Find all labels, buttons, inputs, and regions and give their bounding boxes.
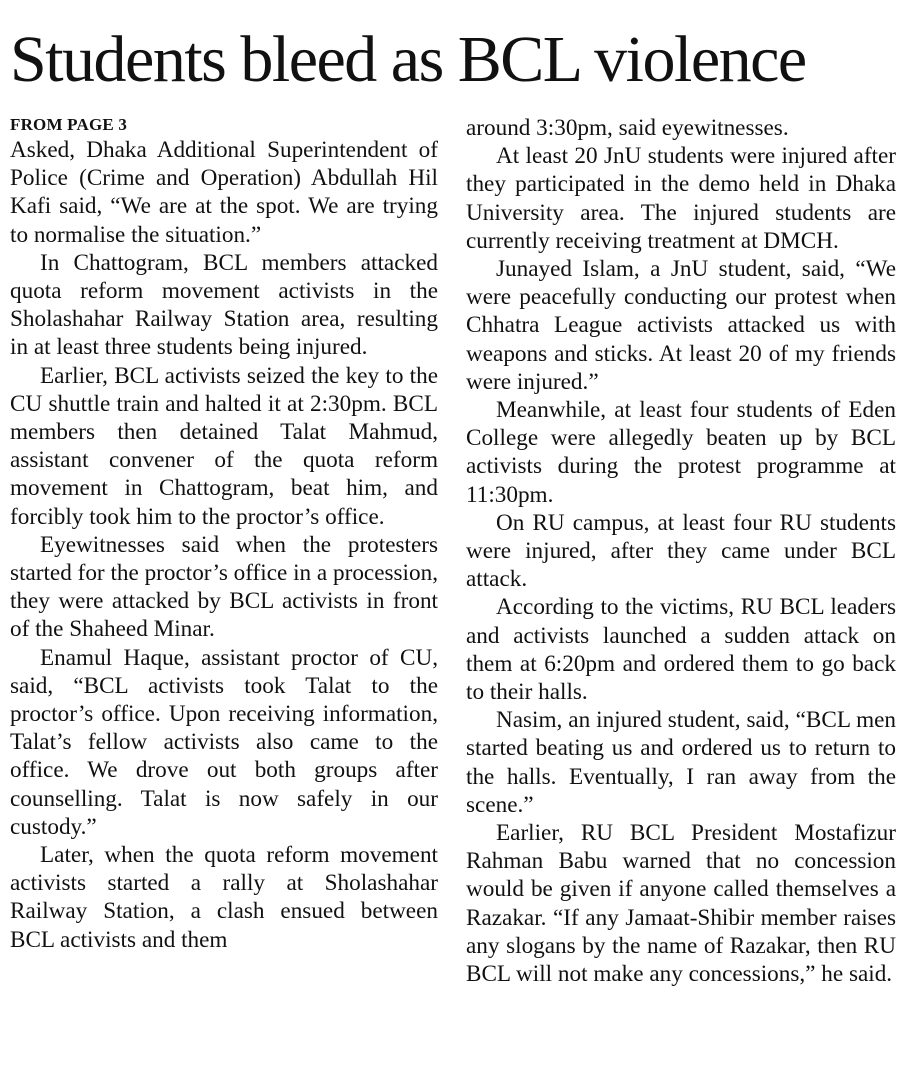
headline: Students bleed as BCL violence bbox=[10, 23, 806, 96]
paragraph: Eyewitnesses said when the protesters started for the proctor’s office in a procession, they were attacked by BCL activists in front of the Shaheed Minar. bbox=[10, 531, 438, 643]
paragraph: Junayed Islam, a JnU student, said, “We were peacefully conducting our protest when Chhatra League activists attacked us with weapons and sticks. At least 20 of my friends were injured.” bbox=[466, 256, 896, 395]
paragraph: According to the victims, RU BCL leaders and activists launched a sudden attack on them at 6:20pm and ordered them to go back to their halls. bbox=[466, 594, 896, 706]
paragraph: On RU campus, at least four RU students were injured, after they came under BCL attack. bbox=[466, 509, 896, 593]
paragraph: Enamul Haque, assistant proctor of CU, said, “BCL activists took Talat to the proctor’s office. Upon receiving information, Talat’s fellow activists also came to the office. We drove out both groups after counselling. Talat is now safely in our custody.” bbox=[10, 644, 438, 840]
paragraph: Later, when the quota reform movement activists started a rally at Sholashahar Railway Station, a clash ensued between BCL activists and them bbox=[10, 842, 438, 953]
paragraph: Nasim, an injured student, said, “BCL men started beating us and ordered us to return to the halls. Eventually, I ran away from the scene.” bbox=[466, 707, 896, 818]
paragraph: Earlier, BCL activists seized the key to the CU shuttle train and halted it at 2:30pm. BCL members then detained Talat Mahmud, assistant convener of the quota reform movement in Chattogram, beat him, and forcibly took him to the proctor’s office. bbox=[10, 362, 438, 530]
paragraph: Meanwhile, at least four students of Eden College were allegedly beaten up by BCL activists during the protest programme at 11:30pm. bbox=[466, 397, 896, 508]
paragraph: Asked, Dhaka Additional Superintendent of Police (Crime and Operation) Abdullah Hil Kafi said, “We are at the spot. We are trying to normalise the situation.” bbox=[10, 137, 438, 248]
paragraph: around 3:30pm, said eyewitnesses. bbox=[466, 115, 789, 141]
paragraph: In Chattogram, BCL members attacked quota reform movement activists in the Sholashahar Railway Station area, resulting in at least three students being injured. bbox=[10, 249, 438, 361]
article-column-left bbox=[10, 114, 438, 954]
continuation-kicker: FROM PAGE 3 bbox=[10, 115, 128, 134]
paragraph: At least 20 JnU students were injured after they participated in the demo held in Dhaka University area. The injured students are currently receiving treatment at DMCH. bbox=[466, 143, 896, 254]
paragraph: Earlier, RU BCL President Mostafizur Rahman Babu warned that no concession would be given if anyone called themselves a Razakar. “If any Jamaat-Shibir member raises any slogans by the name of Razakar, then RU BCL will not make any concessions,” he said. bbox=[466, 820, 896, 988]
article-column-right bbox=[466, 114, 896, 988]
